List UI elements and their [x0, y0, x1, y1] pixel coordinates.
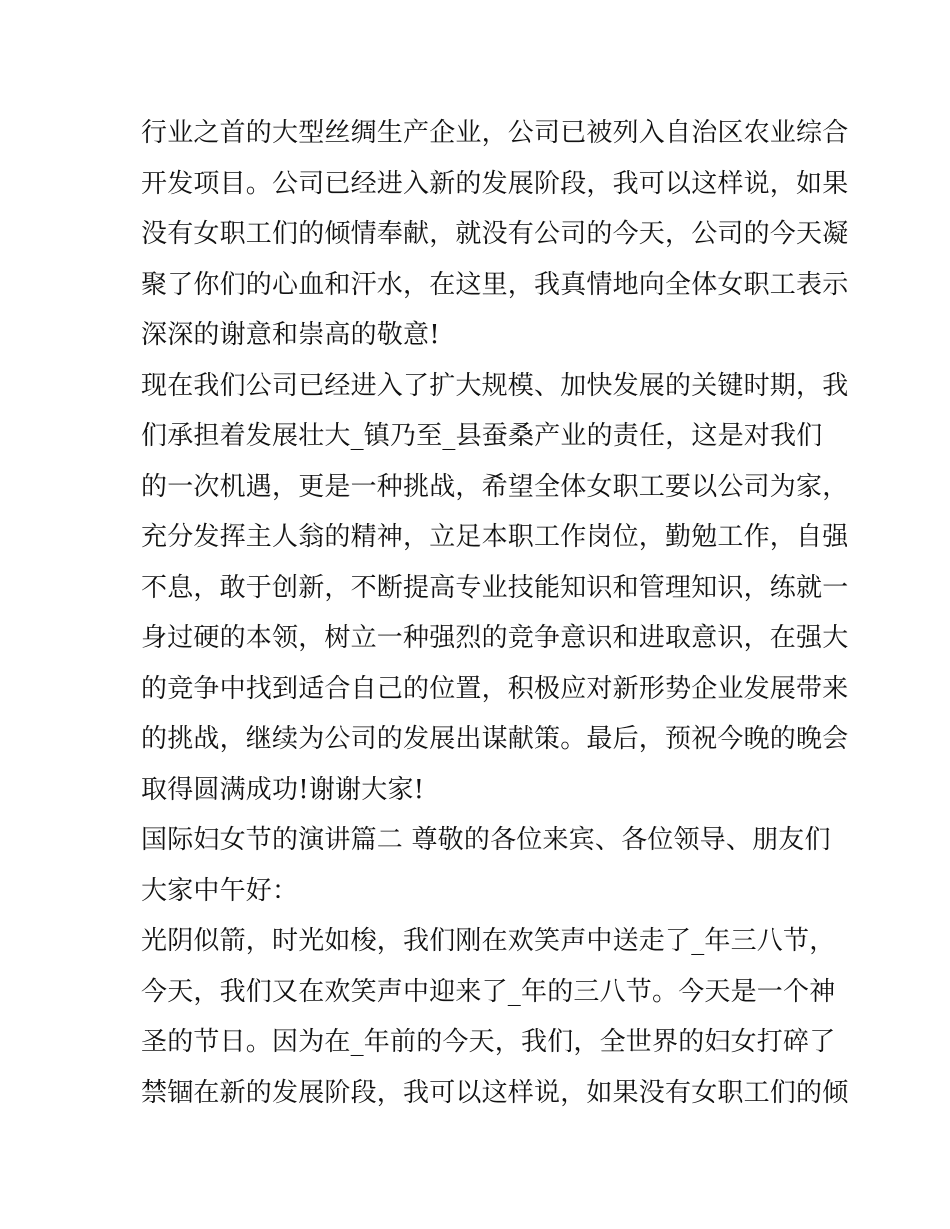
text-line-5: 深深的谢意和崇高的敬意! — [141, 320, 440, 350]
text-line-16: 大家中午好： — [141, 875, 299, 906]
text-line-18: 今天，我们又在欢笑声中迎来了_年的三八节。今天是一个神 — [141, 976, 836, 1007]
text-line-17: 光阴似箭，时光如梭，我们刚在欢笑声中送走了_年三八节， — [141, 926, 836, 956]
text-line-6: 现在我们公司已经进入了扩大规模、加快发展的关键时期，我 — [141, 370, 849, 401]
text-line-14: 取得圆满成功!谢谢大家! — [141, 774, 425, 805]
text-line-12: 的竞争中找到适合自己的位置，积极应对新形势企业发展带来 — [141, 673, 849, 704]
text-line-9: 充分发挥主人翁的精神，立足本职工作岗位，勤勉工作，自强 — [141, 522, 849, 552]
text-line-1: 行业之首的大型丝绸生产企业，公司已被列入自治区农业综合 — [141, 118, 849, 148]
text-line-15: 国际妇女节的演讲篇二 尊敬的各位来宾、各位领导、朋友们 — [141, 825, 831, 855]
text-line-19: 圣的节日。因为在_年前的今天，我们，全世界的妇女打碎了 — [141, 1027, 836, 1057]
text-line-20: 禁锢在新的发展阶段，我可以这样说，如果没有女职工们的倾 — [141, 1077, 849, 1108]
body-text — [141, 108, 849, 1118]
text-line-7: 们承担着发展壮大_镇乃至_县蚕桑产业的责任，这是对我们 — [141, 421, 823, 451]
text-line-2: 开发项目。公司已经进入新的发展阶段，我可以这样说，如果 — [141, 168, 849, 199]
text-line-3: 没有女职工们的倾情奉献，就没有公司的今天，公司的今天凝 — [141, 219, 849, 249]
text-line-11: 身过硬的本领，树立一种强烈的竞争意识和进取意识，在强大 — [141, 623, 849, 653]
text-line-4: 聚了你们的心血和汗水，在这里，我真情地向全体女职工表示 — [141, 269, 849, 300]
text-line-8: 的一次机遇，更是一种挑战，希望全体女职工要以公司为家， — [141, 471, 849, 502]
text-line-13: 的挑战，继续为公司的发展出谋献策。最后，预祝今晚的晚会 — [141, 724, 849, 754]
text-line-10: 不息，敢于创新，不断提高专业技能知识和管理知识，练就一 — [141, 572, 849, 603]
